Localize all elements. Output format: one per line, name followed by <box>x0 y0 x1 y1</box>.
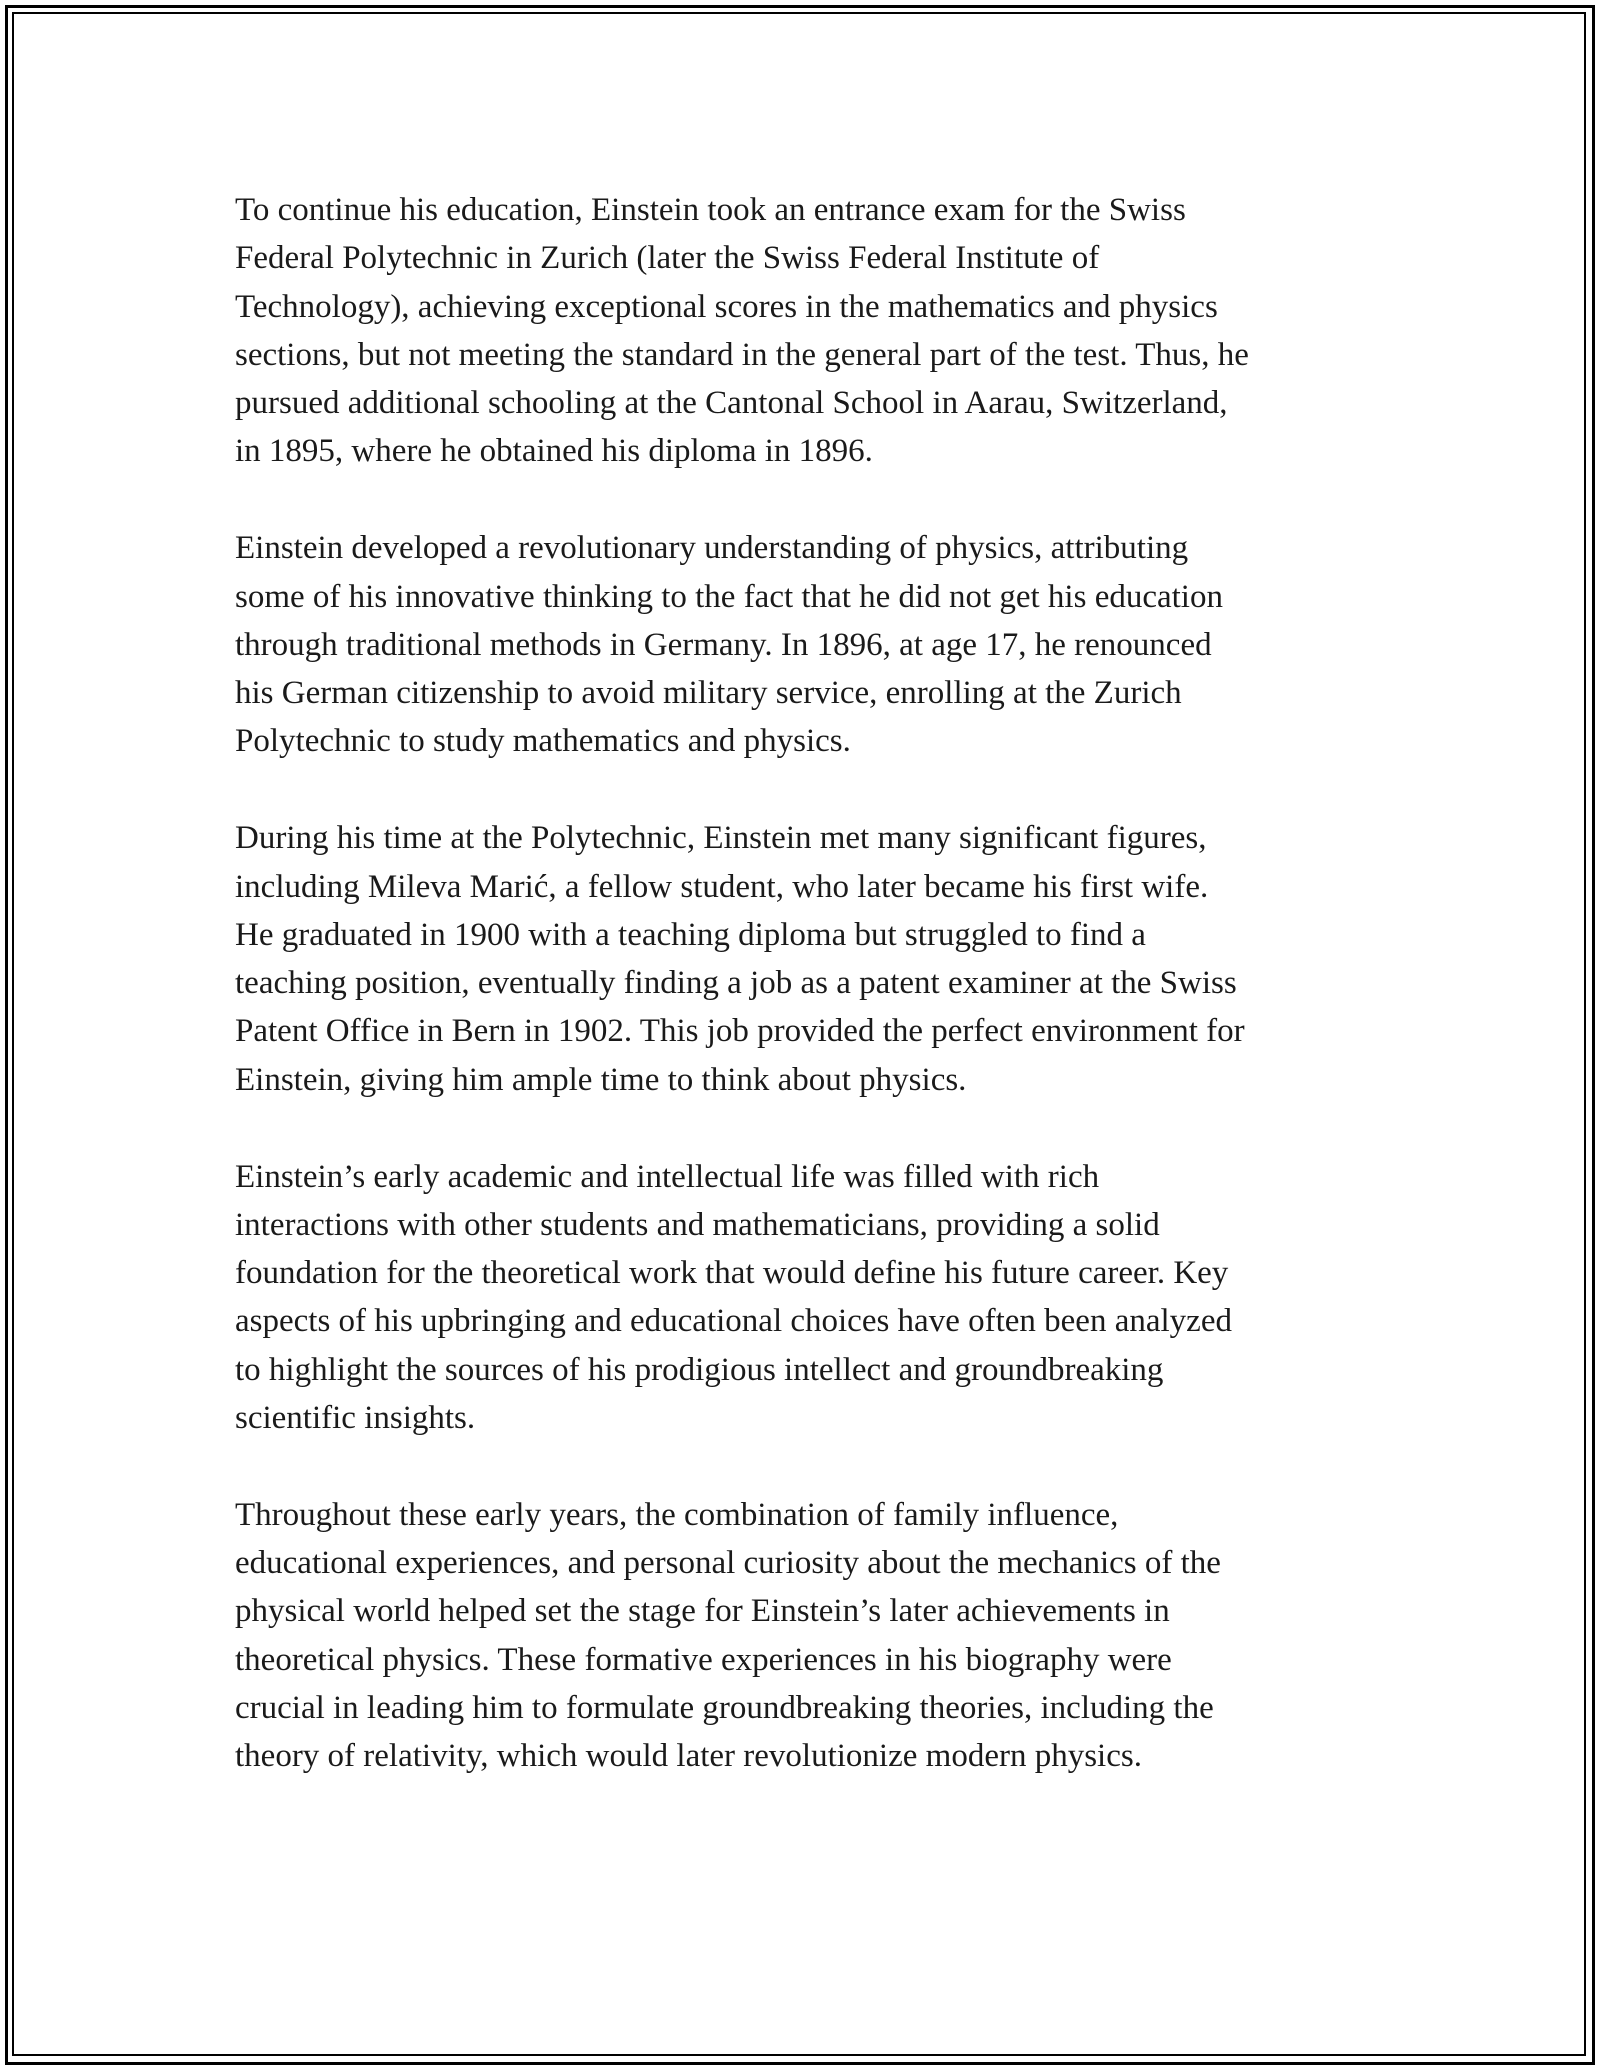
paragraph-polytechnic-years: During his time at the Polytechnic, Einstein met many significant figures, including Mileva Marić, a fellow student, who later became his first wife. He graduated in 1900 with a teaching diploma but struggled to find a teaching position, eventually finding a job as a patent examiner at the Swiss Patent Office in Bern in 1902. This job provided the perfect environment for Einstein, giving him ample time to think about physics. <box>235 820 1245 1098</box>
paragraph-education-exam: To continue his education, Einstein took an entrance exam for the Swiss Federal Polytechnic in Zurich (later the Swiss Federal Institute of Technology), achieving exceptional scores in the mathematics and physics sections, but not meeting the standard in the general part of the test. Thus, he pursued additional schooling at the Cantonal School in Aarau, Switzerland, in 1895, where he obtained his diploma in 1896. <box>235 192 1249 470</box>
paragraph-early-years-summary: Throughout these early years, the combination of family influence, educational experiences, and personal curiosity about the mechanics of the physical world helped set the stage for Einstein’s later achievements in theoretical physics. These formative experiences in his biography were crucial in leading him to formulate groundbreaking theories, including the theory of relativity, which would later revolutionize modern physics. <box>235 1496 1221 1775</box>
paragraph-academic-life: Einstein’s early academic and intellectual life was filled with rich interactions with other students and mathematicians, providing a solid foundation for the theoretical work that would define his future career. Key aspects of his upbringing and educational choices have often been analyzed to highlight the sources of his prodigious intellect and groundbreaking scientific insights. <box>235 1158 1232 1437</box>
document-body <box>235 186 1385 1829</box>
paragraph-revolutionary-understanding: Einstein developed a revolutionary understanding of physics, attributing some of his innovative thinking to the fact that he did not get his education through traditional methods in Germany. In 1896, at age 17, he renounced his German citizenship to avoid military service, enrolling at the Zurich Polytechnic to study mathematics and physics. <box>235 530 1223 760</box>
